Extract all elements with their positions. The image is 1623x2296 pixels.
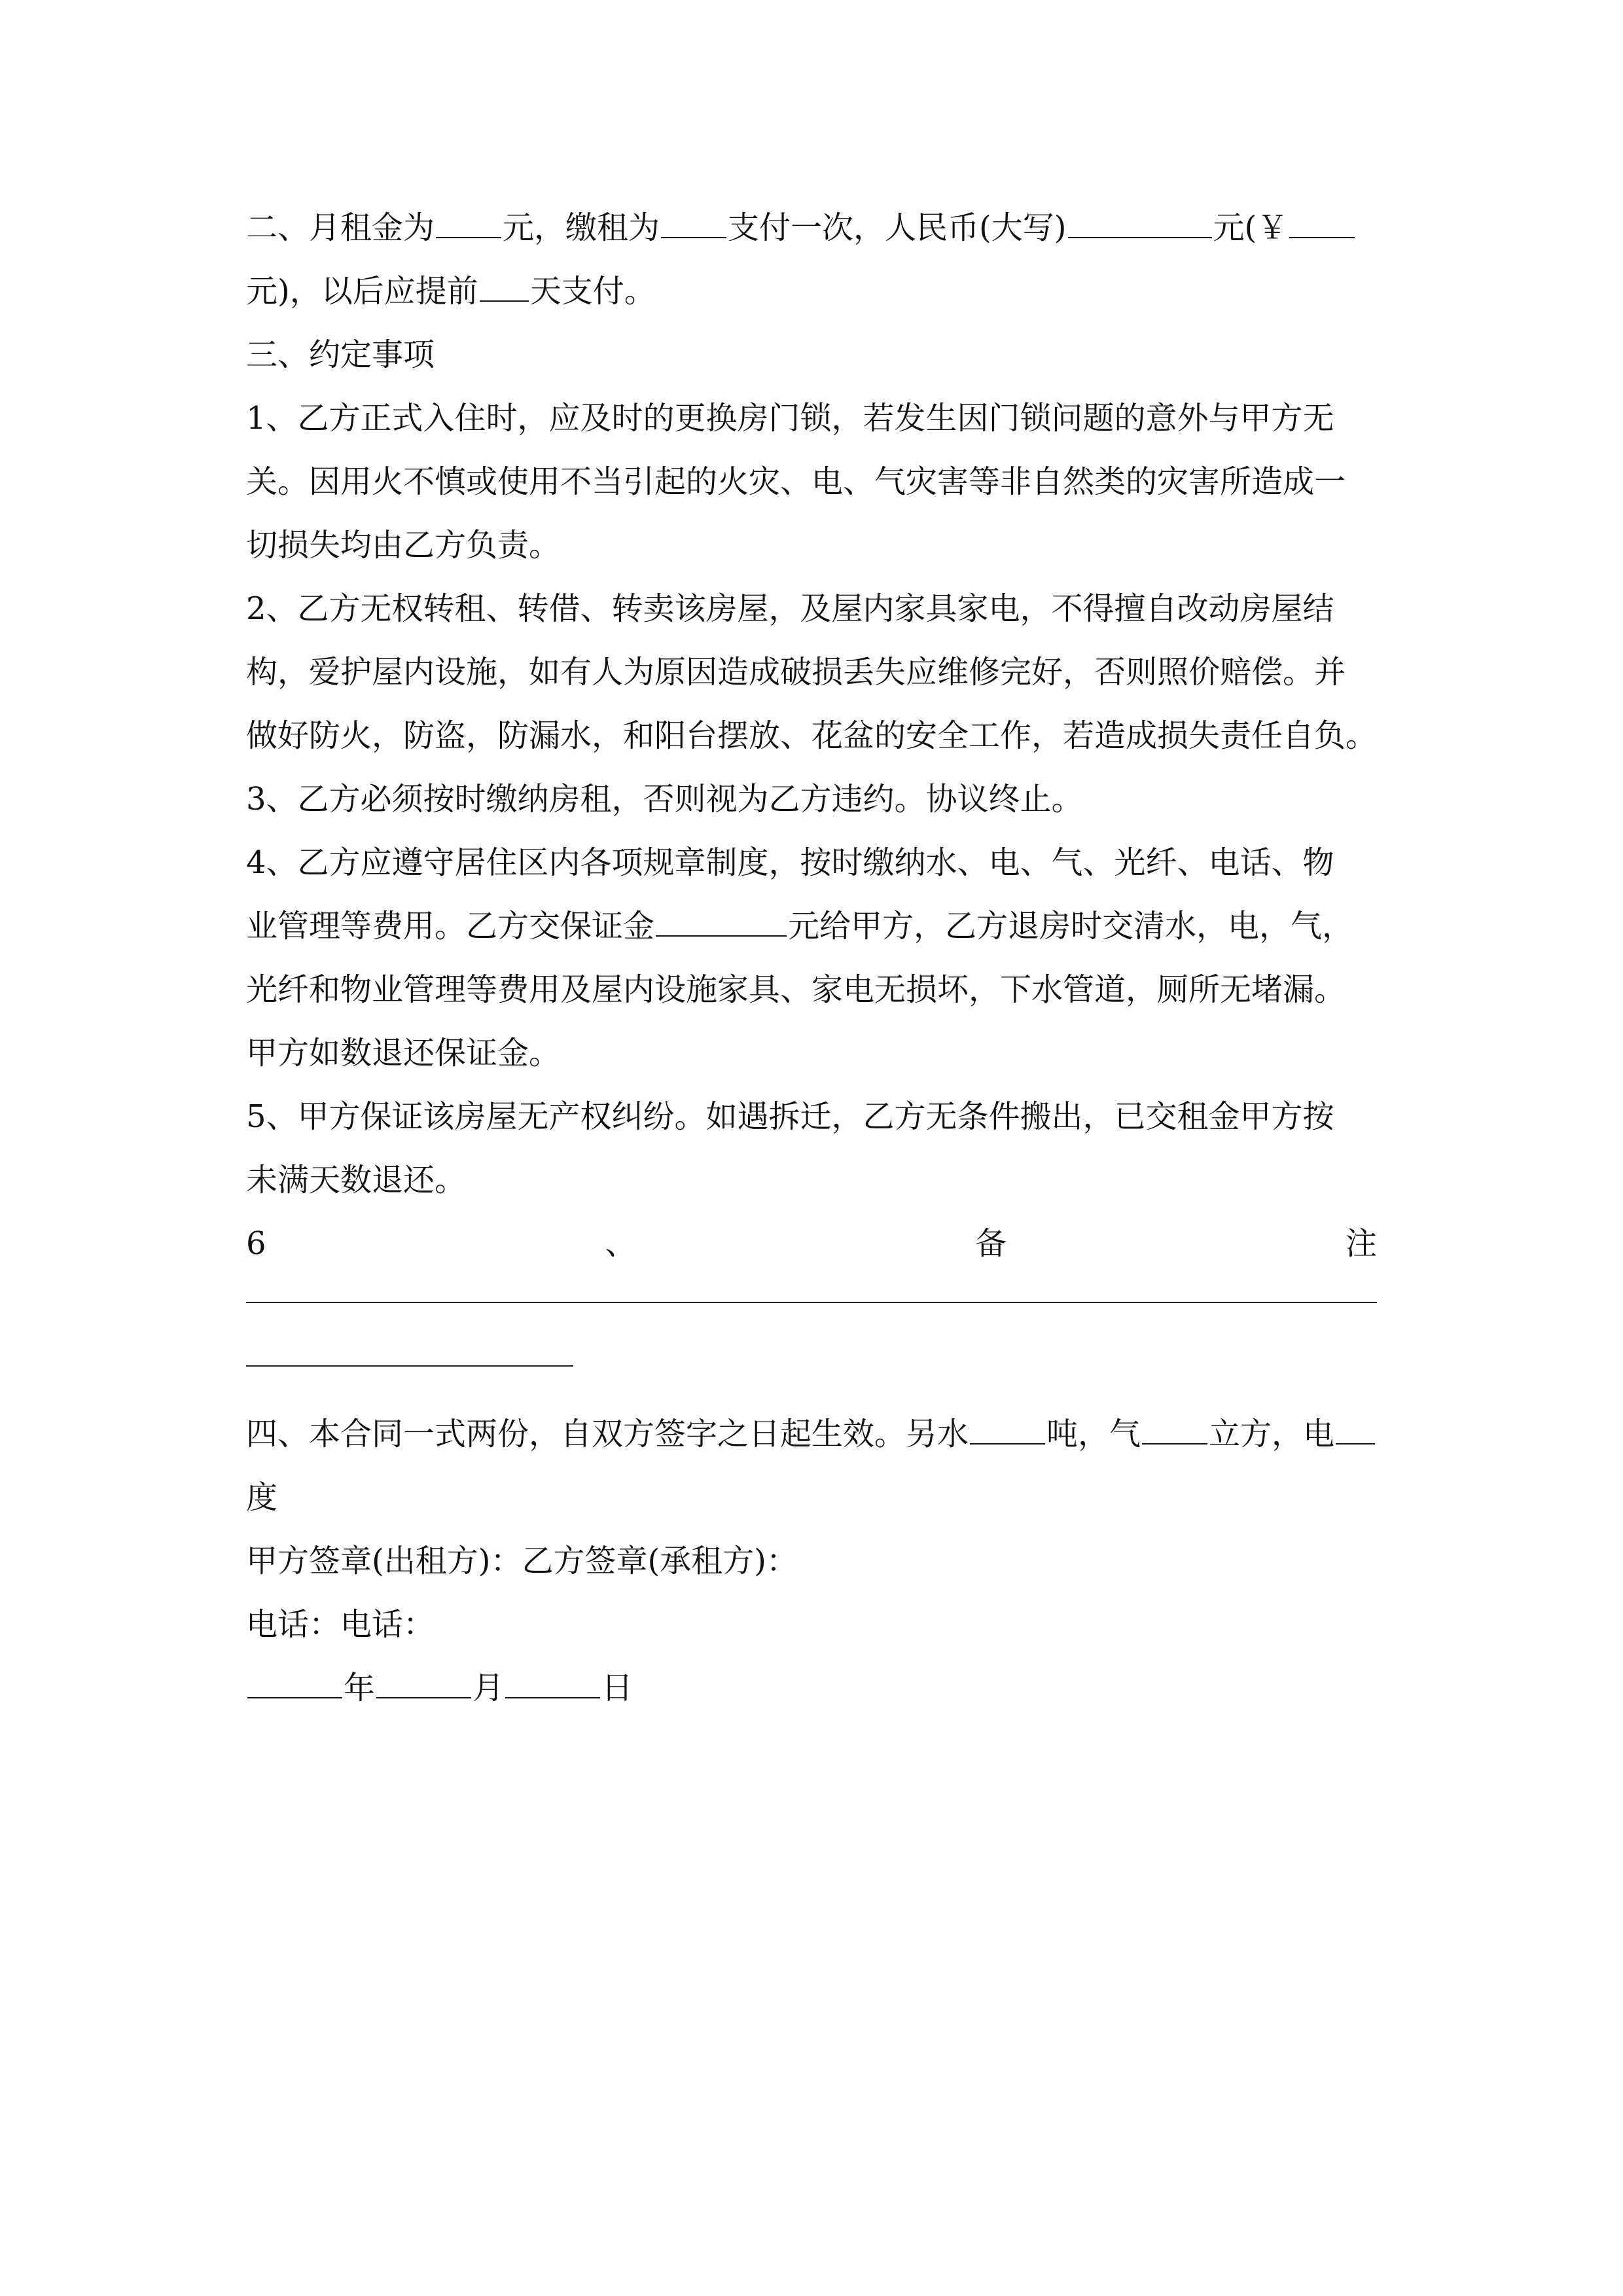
text-segment: 三、约定事项 bbox=[246, 336, 435, 373]
text-segment: 3、乙方必须按时缴纳房租，否则视为乙方违约。协议终止。 bbox=[246, 781, 1083, 817]
text-segment: 度 bbox=[246, 1479, 278, 1516]
fill-in-blank bbox=[376, 1657, 471, 1698]
text-line bbox=[246, 831, 1377, 895]
fill-in-blank bbox=[1336, 1403, 1375, 1444]
text-segment: 1、乙方正式入住时，应及时的更换房门锁，若发生因门锁问题的意外与甲方无 bbox=[246, 400, 1334, 437]
text-segment: 业管理等费用。乙方交保证金 bbox=[246, 908, 655, 944]
fill-in-blank bbox=[970, 1403, 1045, 1444]
text-line bbox=[246, 1022, 1377, 1085]
text-segment: 日 bbox=[601, 1670, 633, 1706]
contract-body bbox=[246, 196, 1377, 1720]
text-segment: 未满天数退还。 bbox=[246, 1162, 467, 1198]
text-segment: 元)，以后应提前 bbox=[246, 273, 478, 310]
text-line bbox=[246, 1149, 1377, 1212]
text-segment: 甲方签章(出租方)：乙方签章(承租方)： bbox=[246, 1543, 798, 1579]
text-segment: 月 bbox=[473, 1670, 505, 1706]
text-segment: 切损失均由乙方负责。 bbox=[246, 527, 561, 564]
text-segment: 甲方如数退还保证金。 bbox=[246, 1035, 561, 1071]
remarks-heading-char: 注 bbox=[1345, 1225, 1377, 1262]
text-segment: 5、甲方保证该房屋无产权纠纷。如遇拆迁，乙方无条件搬出，已交租金甲方按 bbox=[246, 1098, 1334, 1135]
text-line bbox=[246, 387, 1377, 450]
fill-in-blank bbox=[480, 260, 529, 302]
fill-in-blank bbox=[1142, 1403, 1207, 1444]
fill-in-blank bbox=[247, 1657, 342, 1698]
text-line bbox=[246, 1466, 1377, 1530]
remarks-heading-line bbox=[246, 1212, 1377, 1276]
text-segment: 吨，气 bbox=[1046, 1416, 1141, 1452]
text-segment: 四、本合同一式两份，自双方签字之日起生效。另水 bbox=[246, 1416, 969, 1452]
text-line bbox=[246, 450, 1377, 514]
fill-in-blank bbox=[656, 895, 787, 937]
text-line bbox=[246, 641, 1377, 704]
text-line bbox=[246, 768, 1377, 831]
fill-in-blank bbox=[436, 196, 501, 238]
fill-in-blank bbox=[1289, 196, 1355, 238]
text-line bbox=[246, 1085, 1377, 1149]
text-line bbox=[246, 260, 1377, 323]
text-line bbox=[246, 958, 1377, 1022]
fill-in-blank bbox=[1068, 196, 1212, 238]
text-segment: 2、乙方无权转租、转借、转卖该房屋，及屋内家具家电，不得擅自改动房屋结 bbox=[246, 590, 1334, 627]
underline-rule bbox=[246, 1302, 1377, 1303]
text-line bbox=[246, 1530, 1377, 1593]
remarks-blank-line bbox=[246, 1276, 1377, 1339]
text-line bbox=[246, 577, 1377, 641]
text-segment: 二、月租金为 bbox=[246, 209, 435, 246]
text-segment: 元，缴租为 bbox=[503, 209, 660, 246]
text-segment: 光纤和物业管理等费用及屋内设施家具、家电无损坏，下水管道，厕所无堵漏。 bbox=[246, 971, 1346, 1008]
text-segment: 支付一次，人民币(大写) bbox=[728, 209, 1067, 246]
text-segment: 做好防火，防盗，防漏水，和阳台摆放、花盆的安全工作，若造成损失责任自负。 bbox=[246, 717, 1378, 754]
text-segment: 元(￥ bbox=[1213, 209, 1289, 246]
remarks-blank-line bbox=[246, 1339, 1377, 1403]
fill-in-blank bbox=[661, 196, 726, 238]
text-segment: 立方，电 bbox=[1209, 1416, 1335, 1452]
text-line bbox=[246, 323, 1377, 387]
text-line bbox=[246, 1657, 1377, 1720]
text-line bbox=[246, 1403, 1377, 1466]
text-line bbox=[246, 514, 1377, 577]
text-line bbox=[246, 704, 1377, 768]
text-segment: 构，爱护屋内设施，如有人为原因造成破损丢失应维修完好，否则照价赔偿。并 bbox=[246, 654, 1346, 691]
text-segment: 电话：电话： bbox=[246, 1606, 435, 1643]
text-line bbox=[246, 1593, 1377, 1657]
text-segment: 天支付。 bbox=[529, 273, 656, 310]
text-segment: 4、乙方应遵守居住区内各项规章制度，按时缴纳水、电、气、光纤、电话、物 bbox=[246, 844, 1334, 881]
fill-in-blank bbox=[505, 1657, 600, 1698]
text-line bbox=[246, 196, 1377, 260]
remarks-heading-char: 、 bbox=[605, 1225, 637, 1262]
text-segment: 年 bbox=[344, 1670, 376, 1706]
text-segment: 元给甲方，乙方退房时交清水，电，气， bbox=[788, 908, 1354, 944]
text-segment: 关。因用火不慎或使用不当引起的火灾、电、气灾害等非自然类的灾害所造成一 bbox=[246, 463, 1346, 500]
underline-rule bbox=[246, 1365, 573, 1367]
remarks-heading-char: 备 bbox=[975, 1225, 1007, 1262]
text-line bbox=[246, 895, 1377, 958]
remarks-heading-char: 6 bbox=[246, 1225, 266, 1262]
